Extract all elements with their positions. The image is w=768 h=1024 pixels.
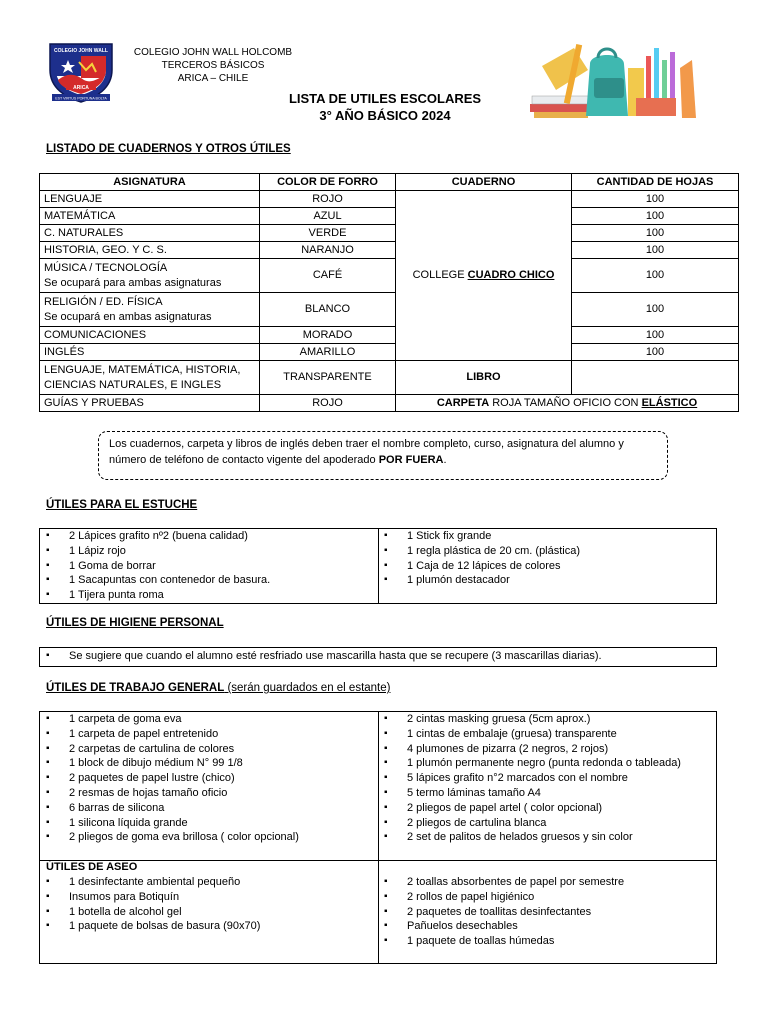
- subject-cell: [40, 293, 260, 327]
- name-label-notice: [98, 431, 668, 480]
- list-item: ▪ 2 pliegos de cartulina blanca: [378, 816, 712, 831]
- color-cell: ROJO: [260, 395, 396, 412]
- school-crest-logo: [46, 40, 116, 104]
- sheets-cell: 100: [572, 242, 739, 259]
- list-item: ▪ Insumos para Botiquín: [40, 890, 378, 905]
- sheets-cell: 100: [572, 344, 739, 361]
- notebook-prefix: COLLEGE: [412, 269, 468, 281]
- table-row: [40, 327, 739, 344]
- list-item: ▪ 2 paquetes de papel lustre (chico): [40, 771, 378, 786]
- header-asignatura: ASIGNATURA: [40, 174, 260, 191]
- table-row: [40, 242, 739, 259]
- subject-line-1: LENGUAJE, MATEMÁTICA, HISTORIA,: [44, 363, 241, 376]
- folder-description: ROJA TAMAÑO OFICIO CON: [489, 396, 642, 409]
- list-item: ▪ Se sugiere que cuando el alumno esté resfriado use mascarilla hasta que se recupere (3 mascarillas diarias).: [40, 649, 716, 664]
- table-row: [40, 225, 739, 242]
- list-item: ▪ Pañuelos desechables: [378, 919, 712, 934]
- table-row-libro: [40, 361, 739, 395]
- aseo-left-column: [40, 875, 378, 934]
- list-item: ▪ 5 termo láminas tamaño A4: [378, 786, 712, 801]
- list-item: ▪ 1 Sacapuntas con contenedor de basura.: [40, 573, 378, 588]
- color-cell: CAFÉ: [260, 259, 396, 293]
- estuche-box: [39, 528, 717, 604]
- header-hojas: CANTIDAD DE HOJAS: [572, 174, 739, 191]
- list-item: ▪ 1 carpeta de papel entretenido: [40, 727, 378, 742]
- title-line-1: LISTA DE UTILES ESCOLARES: [288, 91, 482, 106]
- estuche-right-list: [378, 529, 716, 588]
- color-cell: ROJO: [260, 191, 396, 208]
- folder-label: CARPETA: [436, 396, 490, 409]
- list-item: ▪ 1 carpeta de goma eva: [40, 712, 378, 727]
- subject-cell: INGLÉS: [40, 344, 260, 361]
- sheets-cell: 100: [572, 259, 739, 293]
- list-item: ▪ 1 Tijera punta roma: [40, 588, 378, 603]
- list-item: ▪ 1 cintas de embalaje (gruesa) transparente: [378, 727, 712, 742]
- list-item: ▪ 1 silicona líquida grande: [40, 816, 378, 831]
- grade-level: TERCEROS BÁSICOS: [161, 60, 265, 71]
- notice-end: .: [443, 454, 447, 466]
- subject-cell: [40, 361, 260, 395]
- list-item: ▪ 1 Caja de 12 lápices de colores: [378, 559, 716, 574]
- list-item: ▪ 5 lápices grafito n°2 marcados con el nombre: [378, 771, 712, 786]
- title-line-2: 3° AÑO BÁSICO 2024: [319, 108, 451, 123]
- sheets-cell: 100: [572, 293, 739, 327]
- list-item: ▪ 1 block de dibujo médium N° 99 1/8: [40, 756, 378, 771]
- table-row: [40, 208, 739, 225]
- list-item: ▪ 2 resmas de hojas tamaño oficio: [40, 786, 378, 801]
- table-row: [40, 191, 739, 208]
- subject-name: RELIGIÓN / ED. FÍSICA: [44, 295, 163, 308]
- list-item: ▪ 1 desinfectante ambiental pequeño: [40, 875, 378, 890]
- list-item: ▪ 1 Goma de borrar: [40, 559, 378, 574]
- list-item: ▪ 2 carpetas de cartulina de colores: [40, 742, 378, 757]
- school-location: ARICA – CHILE: [177, 73, 249, 84]
- aseo-right-list: [378, 875, 712, 949]
- list-item: ▪ 2 pliegos de goma eva brillosa ( color opcional): [40, 830, 378, 845]
- section-title-estuche: ÚTILES PARA EL ESTUCHE: [46, 499, 198, 511]
- notebook-cell: LIBRO: [396, 361, 572, 395]
- list-item: ▪ 2 rollos de papel higiénico: [378, 890, 712, 905]
- logo-text-top: COLEGIO JOHN WALL: [54, 48, 108, 54]
- sheets-cell: 100: [572, 208, 739, 225]
- list-item: ▪ 2 toallas absorbentes de papel por semestre: [378, 875, 712, 890]
- estuche-right-column: [378, 529, 716, 588]
- notebook-type-cell: [396, 191, 572, 361]
- list-item: ▪ 1 plumón permanente negro (punta redonda o tableada): [378, 756, 712, 771]
- trabajo-left-list: [40, 712, 378, 845]
- trabajo-right-column: [378, 712, 712, 845]
- notice-emphasis: POR FUERA: [378, 454, 444, 466]
- section-title-higiene: ÚTILES DE HIGIENE PERSONAL: [46, 617, 224, 629]
- aseo-section-title: ÚTILES DE ASEO: [46, 861, 138, 873]
- list-item: ▪ 4 plumones de pizarra (2 negros, 2 rojos): [378, 742, 712, 757]
- section-title-trabajo: [46, 682, 390, 694]
- list-item: ▪ 2 paquetes de toallitas desinfectantes: [378, 905, 712, 920]
- list-item: ▪ 2 set de palitos de helados gruesos y sin color: [378, 830, 712, 845]
- list-item: ▪ 1 paquete de toallas húmedas: [378, 934, 712, 949]
- school-info: [118, 46, 308, 85]
- subject-cell: HISTORIA, GEO. Y C. S.: [40, 242, 260, 259]
- color-cell: VERDE: [260, 225, 396, 242]
- estuche-left-list: [40, 529, 378, 603]
- trabajo-left-column: [40, 712, 378, 845]
- folder-elastic: ELÁSTICO: [641, 396, 698, 409]
- list-item: ▪ 1 Lápiz rojo: [40, 544, 378, 559]
- trabajo-aseo-box: [39, 711, 717, 964]
- list-item: ▪ 2 pliegos de papel artel ( color opcional): [378, 801, 712, 816]
- subject-cell: MATEMÁTICA: [40, 208, 260, 225]
- list-item: ▪ 6 barras de silicona: [40, 801, 378, 816]
- table-row: [40, 293, 739, 327]
- table-header-row: [40, 174, 739, 191]
- subject-name: MÚSICA / TECNOLOGÍA: [44, 261, 168, 274]
- document-title: [230, 90, 540, 124]
- subject-subnote: Se ocupará para ambas asignaturas: [44, 276, 222, 289]
- list-item: ▪ 2 cintas masking gruesa (5cm aprox.): [378, 712, 712, 727]
- sheets-cell: 100: [572, 191, 739, 208]
- list-item: ▪ 1 paquete de bolsas de basura (90x70): [40, 919, 378, 934]
- table-row-guias: [40, 395, 739, 412]
- list-item: ▪ 1 Stick fix grande: [378, 529, 716, 544]
- sheets-cell: [572, 361, 739, 395]
- header-color: COLOR DE FORRO: [260, 174, 396, 191]
- subject-cell: GUÍAS Y PRUEBAS: [40, 395, 260, 412]
- logo-text-mid: ARICA: [73, 85, 89, 91]
- subject-cell: C. NATURALES: [40, 225, 260, 242]
- table-row: [40, 259, 739, 293]
- color-cell: TRANSPARENTE: [260, 361, 396, 395]
- folder-cell: [396, 395, 739, 412]
- subject-subnote: Se ocupará en ambas asignaturas: [44, 310, 212, 323]
- list-item: ▪ 1 plumón destacador: [378, 573, 716, 588]
- logo-text-bottom: EST VIRTUS PORTUNA BOLTA: [55, 96, 107, 101]
- trabajo-right-list: [378, 712, 712, 845]
- school-name: COLEGIO JOHN WALL HOLCOMB: [133, 47, 293, 58]
- trabajo-title: ÚTILES DE TRABAJO GENERAL: [46, 682, 225, 694]
- aseo-right-column: [378, 875, 712, 949]
- subject-line-2: CIENCIAS NATURALES, E INGLES: [44, 378, 222, 391]
- color-cell: AMARILLO: [260, 344, 396, 361]
- section-title-cuadernos: LISTADO DE CUADERNOS Y OTROS ÚTILES: [46, 143, 291, 155]
- list-item: ▪ 1 regla plástica de 20 cm. (plástica): [378, 544, 716, 559]
- sheets-cell: 100: [572, 225, 739, 242]
- trabajo-title-note: (serán guardados en el estante): [224, 682, 391, 694]
- school-supplies-illustration: [530, 38, 696, 120]
- notebooks-table: [39, 173, 739, 412]
- color-cell: NARANJO: [260, 242, 396, 259]
- higiene-box: [39, 647, 717, 667]
- row-divider: [40, 860, 716, 861]
- subject-cell: LENGUAJE: [40, 191, 260, 208]
- list-item: ▪ 2 Lápices grafito nº2 (buena calidad): [40, 529, 378, 544]
- subject-cell: [40, 259, 260, 293]
- color-cell: AZUL: [260, 208, 396, 225]
- subject-cell: COMUNICACIONES: [40, 327, 260, 344]
- higiene-list: [40, 648, 716, 664]
- header-cuaderno: CUADERNO: [396, 174, 572, 191]
- estuche-left-column: [40, 529, 378, 603]
- notebook-type: CUADRO CHICO: [467, 269, 555, 281]
- color-cell: BLANCO: [260, 293, 396, 327]
- aseo-left-list: [40, 875, 378, 934]
- notice-text: Los cuadernos, carpeta y libros de inglés deben traer el nombre completo, curso, asignatura del alumno y número de teléfono de contacto vigente del apoderado: [109, 438, 624, 466]
- sheets-cell: 100: [572, 327, 739, 344]
- table-row: [40, 344, 739, 361]
- color-cell: MORADO: [260, 327, 396, 344]
- list-item: ▪ 1 botella de alcohol gel: [40, 905, 378, 920]
